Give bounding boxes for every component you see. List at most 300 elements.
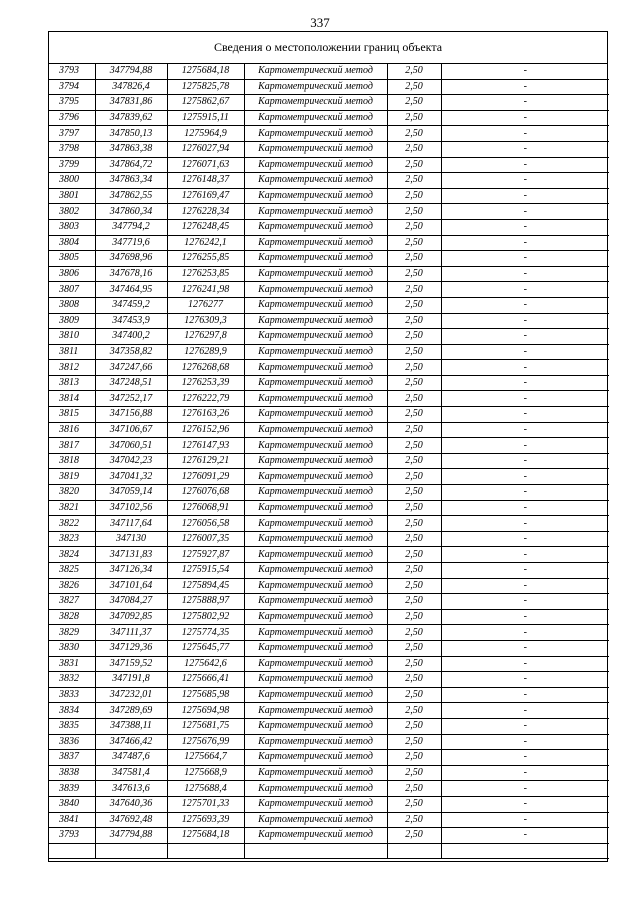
x-coordinate-cell: 347358,82 <box>95 344 167 360</box>
accuracy-cell: 2,50 <box>387 375 441 391</box>
accuracy-cell: 2,50 <box>387 391 441 407</box>
accuracy-cell: 2,50 <box>387 235 441 251</box>
point-number-cell: 3796 <box>49 110 95 126</box>
description-cell: - <box>441 703 609 719</box>
method-cell: Картометрический метод <box>244 485 387 501</box>
y-coordinate-cell: 1276241,98 <box>167 282 244 298</box>
y-coordinate-cell: 1276152,96 <box>167 422 244 438</box>
method-cell: Картометрический метод <box>244 391 387 407</box>
table-row <box>49 516 609 532</box>
method-cell: Картометрический метод <box>244 500 387 516</box>
point-number-cell: 3806 <box>49 266 95 282</box>
description-cell: - <box>441 329 609 345</box>
table-row <box>49 781 609 797</box>
y-coordinate-cell: 1275894,45 <box>167 578 244 594</box>
accuracy-cell: 2,50 <box>387 204 441 220</box>
table-row <box>49 640 609 656</box>
x-coordinate-cell: 347453,9 <box>95 313 167 329</box>
method-cell: Картометрический метод <box>244 547 387 563</box>
y-coordinate-cell: 1276007,35 <box>167 531 244 547</box>
y-coordinate-cell: 1276268,68 <box>167 360 244 376</box>
point-number-cell: 3837 <box>49 750 95 766</box>
y-coordinate-cell: 1276248,45 <box>167 219 244 235</box>
y-coordinate-cell: 1276253,39 <box>167 375 244 391</box>
accuracy-cell: 2,50 <box>387 95 441 111</box>
accuracy-cell: 2,50 <box>387 672 441 688</box>
x-coordinate-cell: 347126,34 <box>95 563 167 579</box>
point-number-cell: 3840 <box>49 796 95 812</box>
x-coordinate-cell: 347459,2 <box>95 297 167 313</box>
y-coordinate-cell: 1275681,75 <box>167 718 244 734</box>
method-cell: Картометрический метод <box>244 656 387 672</box>
x-coordinate-cell: 347232,01 <box>95 687 167 703</box>
y-coordinate-cell: 1275684,18 <box>167 64 244 79</box>
y-coordinate-cell: 1276255,85 <box>167 251 244 267</box>
accuracy-cell: 2,50 <box>387 251 441 267</box>
accuracy-cell: 2,50 <box>387 718 441 734</box>
x-coordinate-cell: 347191,8 <box>95 672 167 688</box>
table-row <box>49 79 609 95</box>
y-coordinate-cell: 1276297,8 <box>167 329 244 345</box>
method-cell: Картометрический метод <box>244 812 387 828</box>
x-coordinate-cell <box>95 843 167 859</box>
point-number-cell: 3819 <box>49 469 95 485</box>
description-cell: - <box>441 282 609 298</box>
table-row <box>49 625 609 641</box>
description-cell: - <box>441 188 609 204</box>
method-cell: Картометрический метод <box>244 360 387 376</box>
y-coordinate-cell: 1275802,92 <box>167 609 244 625</box>
method-cell: Картометрический метод <box>244 297 387 313</box>
table-row <box>49 594 609 610</box>
table-row <box>49 796 609 812</box>
table-row <box>49 531 609 547</box>
table-row <box>49 469 609 485</box>
method-cell: Картометрический метод <box>244 718 387 734</box>
accuracy-cell: 2,50 <box>387 734 441 750</box>
method-cell: Картометрический метод <box>244 344 387 360</box>
description-cell: - <box>441 422 609 438</box>
accuracy-cell: 2,50 <box>387 656 441 672</box>
method-cell: Картометрический метод <box>244 188 387 204</box>
table-row <box>49 765 609 781</box>
x-coordinate-cell: 347289,69 <box>95 703 167 719</box>
y-coordinate-cell: 1276228,34 <box>167 204 244 220</box>
accuracy-cell: 2,50 <box>387 469 441 485</box>
method-cell: Картометрический метод <box>244 469 387 485</box>
x-coordinate-cell: 347839,62 <box>95 110 167 126</box>
description-cell: - <box>441 609 609 625</box>
table-row <box>49 438 609 454</box>
x-coordinate-cell: 347159,52 <box>95 656 167 672</box>
method-cell: Картометрический метод <box>244 828 387 844</box>
description-cell: - <box>441 79 609 95</box>
y-coordinate-cell: 1275676,99 <box>167 734 244 750</box>
table-row <box>49 95 609 111</box>
description-cell: - <box>441 625 609 641</box>
point-number-cell: 3816 <box>49 422 95 438</box>
method-cell: Картометрический метод <box>244 578 387 594</box>
point-number-cell: 3793 <box>49 828 95 844</box>
point-number-cell: 3834 <box>49 703 95 719</box>
point-number-cell: 3811 <box>49 344 95 360</box>
point-number-cell: 3794 <box>49 79 95 95</box>
table-row <box>49 110 609 126</box>
method-cell: Картометрический метод <box>244 375 387 391</box>
x-coordinate-cell: 347863,38 <box>95 141 167 157</box>
description-cell <box>441 843 609 859</box>
method-cell: Картометрический метод <box>244 126 387 142</box>
accuracy-cell: 2,50 <box>387 407 441 423</box>
boundary-table-frame <box>48 31 608 862</box>
method-cell: Картометрический метод <box>244 141 387 157</box>
method-cell: Картометрический метод <box>244 516 387 532</box>
method-cell: Картометрический метод <box>244 173 387 189</box>
y-coordinate-cell: 1275915,54 <box>167 563 244 579</box>
y-coordinate-cell: 1275688,4 <box>167 781 244 797</box>
table-title: Сведения о местоположении границ объекта <box>49 32 607 64</box>
x-coordinate-cell: 347131,83 <box>95 547 167 563</box>
x-coordinate-cell: 347400,2 <box>95 329 167 345</box>
description-cell: - <box>441 391 609 407</box>
table-row <box>49 843 609 859</box>
accuracy-cell: 2,50 <box>387 609 441 625</box>
point-number-cell: 3800 <box>49 173 95 189</box>
description-cell: - <box>441 313 609 329</box>
x-coordinate-cell: 347060,51 <box>95 438 167 454</box>
method-cell: Картометрический метод <box>244 438 387 454</box>
x-coordinate-cell: 347102,56 <box>95 500 167 516</box>
y-coordinate-cell <box>167 843 244 859</box>
y-coordinate-cell: 1275668,9 <box>167 765 244 781</box>
description-cell: - <box>441 796 609 812</box>
table-row <box>49 812 609 828</box>
point-number-cell: 3808 <box>49 297 95 313</box>
x-coordinate-cell: 347640,36 <box>95 796 167 812</box>
y-coordinate-cell: 1276222,79 <box>167 391 244 407</box>
point-number-cell: 3824 <box>49 547 95 563</box>
method-cell: Картометрический метод <box>244 95 387 111</box>
table-row <box>49 141 609 157</box>
x-coordinate-cell: 347863,34 <box>95 173 167 189</box>
method-cell: Картометрический метод <box>244 251 387 267</box>
method-cell: Картометрический метод <box>244 594 387 610</box>
point-number-cell: 3805 <box>49 251 95 267</box>
description-cell: - <box>441 438 609 454</box>
description-cell: - <box>441 110 609 126</box>
point-number-cell: 3832 <box>49 672 95 688</box>
table-row <box>49 344 609 360</box>
description-cell: - <box>441 235 609 251</box>
accuracy-cell: 2,50 <box>387 79 441 95</box>
table-row <box>49 157 609 173</box>
method-cell: Картометрический метод <box>244 750 387 766</box>
x-coordinate-cell: 347117,64 <box>95 516 167 532</box>
point-number-cell: 3828 <box>49 609 95 625</box>
y-coordinate-cell: 1275684,18 <box>167 828 244 844</box>
description-cell: - <box>441 344 609 360</box>
y-coordinate-cell: 1276289,9 <box>167 344 244 360</box>
x-coordinate-cell: 347388,11 <box>95 718 167 734</box>
point-number-cell: 3836 <box>49 734 95 750</box>
point-number-cell: 3821 <box>49 500 95 516</box>
table-row <box>49 126 609 142</box>
y-coordinate-cell: 1275666,41 <box>167 672 244 688</box>
y-coordinate-cell: 1276076,68 <box>167 485 244 501</box>
method-cell: Картометрический метод <box>244 453 387 469</box>
y-coordinate-cell: 1275862,67 <box>167 95 244 111</box>
accuracy-cell: 2,50 <box>387 828 441 844</box>
y-coordinate-cell: 1276148,37 <box>167 173 244 189</box>
x-coordinate-cell: 347719,6 <box>95 235 167 251</box>
y-coordinate-cell: 1276169,47 <box>167 188 244 204</box>
y-coordinate-cell: 1275693,39 <box>167 812 244 828</box>
description-cell: - <box>441 407 609 423</box>
method-cell: Картометрический метод <box>244 204 387 220</box>
table-row <box>49 266 609 282</box>
x-coordinate-cell: 347826,4 <box>95 79 167 95</box>
table-row <box>49 828 609 844</box>
point-number-cell: 3799 <box>49 157 95 173</box>
point-number-cell: 3812 <box>49 360 95 376</box>
x-coordinate-cell: 347794,88 <box>95 828 167 844</box>
description-cell: - <box>441 734 609 750</box>
method-cell <box>244 843 387 859</box>
accuracy-cell: 2,50 <box>387 531 441 547</box>
method-cell: Картометрический метод <box>244 609 387 625</box>
table-row <box>49 453 609 469</box>
accuracy-cell: 2,50 <box>387 110 441 126</box>
x-coordinate-cell: 347487,6 <box>95 750 167 766</box>
point-number-cell: 3795 <box>49 95 95 111</box>
accuracy-cell: 2,50 <box>387 453 441 469</box>
y-coordinate-cell: 1275664,7 <box>167 750 244 766</box>
table-row <box>49 703 609 719</box>
accuracy-cell: 2,50 <box>387 750 441 766</box>
y-coordinate-cell: 1276147,93 <box>167 438 244 454</box>
x-coordinate-cell: 347247,66 <box>95 360 167 376</box>
method-cell: Картометрический метод <box>244 625 387 641</box>
method-cell: Картометрический метод <box>244 282 387 298</box>
x-coordinate-cell: 347156,88 <box>95 407 167 423</box>
description-cell: - <box>441 251 609 267</box>
accuracy-cell: 2,50 <box>387 625 441 641</box>
description-cell: - <box>441 563 609 579</box>
table-row <box>49 313 609 329</box>
table-row <box>49 734 609 750</box>
description-cell: - <box>441 297 609 313</box>
x-coordinate-cell: 347084,27 <box>95 594 167 610</box>
x-coordinate-cell: 347794,2 <box>95 219 167 235</box>
x-coordinate-cell: 347252,17 <box>95 391 167 407</box>
x-coordinate-cell: 347464,95 <box>95 282 167 298</box>
point-number-cell: 3810 <box>49 329 95 345</box>
method-cell: Картометрический метод <box>244 765 387 781</box>
table-row <box>49 391 609 407</box>
y-coordinate-cell: 1275642,6 <box>167 656 244 672</box>
method-cell: Картометрический метод <box>244 703 387 719</box>
method-cell: Картометрический метод <box>244 422 387 438</box>
point-number-cell: 3829 <box>49 625 95 641</box>
y-coordinate-cell: 1275964,9 <box>167 126 244 142</box>
description-cell: - <box>441 95 609 111</box>
description-cell: - <box>441 516 609 532</box>
description-cell: - <box>441 656 609 672</box>
description-cell: - <box>441 765 609 781</box>
point-number-cell: 3809 <box>49 313 95 329</box>
method-cell: Картометрический метод <box>244 687 387 703</box>
y-coordinate-cell: 1275694,98 <box>167 703 244 719</box>
page-number: 337 <box>310 15 330 30</box>
accuracy-cell: 2,50 <box>387 781 441 797</box>
description-cell: - <box>441 750 609 766</box>
table-row <box>49 656 609 672</box>
description-cell: - <box>441 141 609 157</box>
accuracy-cell: 2,50 <box>387 703 441 719</box>
accuracy-cell: 2,50 <box>387 157 441 173</box>
accuracy-cell: 2,50 <box>387 282 441 298</box>
method-cell: Картометрический метод <box>244 329 387 345</box>
description-cell: - <box>441 64 609 79</box>
accuracy-cell: 2,50 <box>387 329 441 345</box>
table-row <box>49 219 609 235</box>
description-cell: - <box>441 360 609 376</box>
description-cell: - <box>441 266 609 282</box>
accuracy-cell: 2,50 <box>387 313 441 329</box>
accuracy-cell: 2,50 <box>387 547 441 563</box>
table-row <box>49 173 609 189</box>
table-row <box>49 609 609 625</box>
table-row <box>49 547 609 563</box>
table-row <box>49 422 609 438</box>
point-number-cell: 3814 <box>49 391 95 407</box>
description-cell: - <box>441 173 609 189</box>
description-cell: - <box>441 453 609 469</box>
method-cell: Картометрический метод <box>244 796 387 812</box>
table-row <box>49 188 609 204</box>
method-cell: Картометрический метод <box>244 563 387 579</box>
method-cell: Картометрический метод <box>244 734 387 750</box>
table-row <box>49 578 609 594</box>
x-coordinate-cell: 347692,48 <box>95 812 167 828</box>
description-cell: - <box>441 547 609 563</box>
method-cell: Картометрический метод <box>244 235 387 251</box>
y-coordinate-cell: 1275645,77 <box>167 640 244 656</box>
y-coordinate-cell: 1275888,97 <box>167 594 244 610</box>
method-cell: Картометрический метод <box>244 672 387 688</box>
point-number-cell <box>49 843 95 859</box>
y-coordinate-cell: 1275915,11 <box>167 110 244 126</box>
table-row <box>49 718 609 734</box>
point-number-cell: 3803 <box>49 219 95 235</box>
point-number-cell: 3833 <box>49 687 95 703</box>
table-row <box>49 360 609 376</box>
accuracy-cell: 2,50 <box>387 297 441 313</box>
y-coordinate-cell: 1276056,58 <box>167 516 244 532</box>
description-cell: - <box>441 828 609 844</box>
point-number-cell: 3798 <box>49 141 95 157</box>
y-coordinate-cell: 1276129,21 <box>167 453 244 469</box>
x-coordinate-cell: 347581,4 <box>95 765 167 781</box>
table-row <box>49 251 609 267</box>
point-number-cell: 3826 <box>49 578 95 594</box>
point-number-cell: 3813 <box>49 375 95 391</box>
x-coordinate-cell: 347860,34 <box>95 204 167 220</box>
accuracy-cell: 2,50 <box>387 141 441 157</box>
accuracy-cell: 2,50 <box>387 687 441 703</box>
x-coordinate-cell: 347106,67 <box>95 422 167 438</box>
table-row <box>49 687 609 703</box>
description-cell: - <box>441 157 609 173</box>
description-cell: - <box>441 469 609 485</box>
y-coordinate-cell: 1276027,94 <box>167 141 244 157</box>
accuracy-cell: 2,50 <box>387 578 441 594</box>
point-number-cell: 3797 <box>49 126 95 142</box>
point-number-cell: 3835 <box>49 718 95 734</box>
x-coordinate-cell: 347042,23 <box>95 453 167 469</box>
method-cell: Картометрический метод <box>244 157 387 173</box>
table-row <box>49 672 609 688</box>
y-coordinate-cell: 1276309,3 <box>167 313 244 329</box>
accuracy-cell: 2,50 <box>387 126 441 142</box>
description-cell: - <box>441 812 609 828</box>
description-cell: - <box>441 718 609 734</box>
table-row <box>49 64 609 79</box>
point-number-cell: 3804 <box>49 235 95 251</box>
description-cell: - <box>441 126 609 142</box>
point-number-cell: 3820 <box>49 485 95 501</box>
method-cell: Картометрический метод <box>244 531 387 547</box>
point-number-cell: 3818 <box>49 453 95 469</box>
point-number-cell: 3822 <box>49 516 95 532</box>
accuracy-cell: 2,50 <box>387 422 441 438</box>
y-coordinate-cell: 1276163,26 <box>167 407 244 423</box>
x-coordinate-cell: 347794,88 <box>95 64 167 79</box>
method-cell: Картометрический метод <box>244 266 387 282</box>
x-coordinate-cell: 347059,14 <box>95 485 167 501</box>
method-cell: Картометрический метод <box>244 313 387 329</box>
y-coordinate-cell: 1276242,1 <box>167 235 244 251</box>
description-cell: - <box>441 594 609 610</box>
x-coordinate-cell: 347850,13 <box>95 126 167 142</box>
accuracy-cell: 2,50 <box>387 266 441 282</box>
description-cell: - <box>441 204 609 220</box>
description-cell: - <box>441 687 609 703</box>
table-row <box>49 329 609 345</box>
point-number-cell: 3823 <box>49 531 95 547</box>
x-coordinate-cell: 347466,42 <box>95 734 167 750</box>
y-coordinate-cell: 1275701,33 <box>167 796 244 812</box>
x-coordinate-cell: 347678,16 <box>95 266 167 282</box>
x-coordinate-cell: 347831,86 <box>95 95 167 111</box>
description-cell: - <box>441 485 609 501</box>
y-coordinate-cell: 1276068,91 <box>167 500 244 516</box>
method-cell: Картометрический метод <box>244 640 387 656</box>
description-cell: - <box>441 531 609 547</box>
point-number-cell: 3802 <box>49 204 95 220</box>
table-row <box>49 500 609 516</box>
description-cell: - <box>441 781 609 797</box>
accuracy-cell: 2,50 <box>387 173 441 189</box>
description-cell: - <box>441 500 609 516</box>
x-coordinate-cell: 347041,32 <box>95 469 167 485</box>
point-number-cell: 3838 <box>49 765 95 781</box>
accuracy-cell: 2,50 <box>387 485 441 501</box>
method-cell: Картометрический метод <box>244 219 387 235</box>
x-coordinate-cell: 347092,85 <box>95 609 167 625</box>
point-number-cell: 3839 <box>49 781 95 797</box>
x-coordinate-cell: 347130 <box>95 531 167 547</box>
